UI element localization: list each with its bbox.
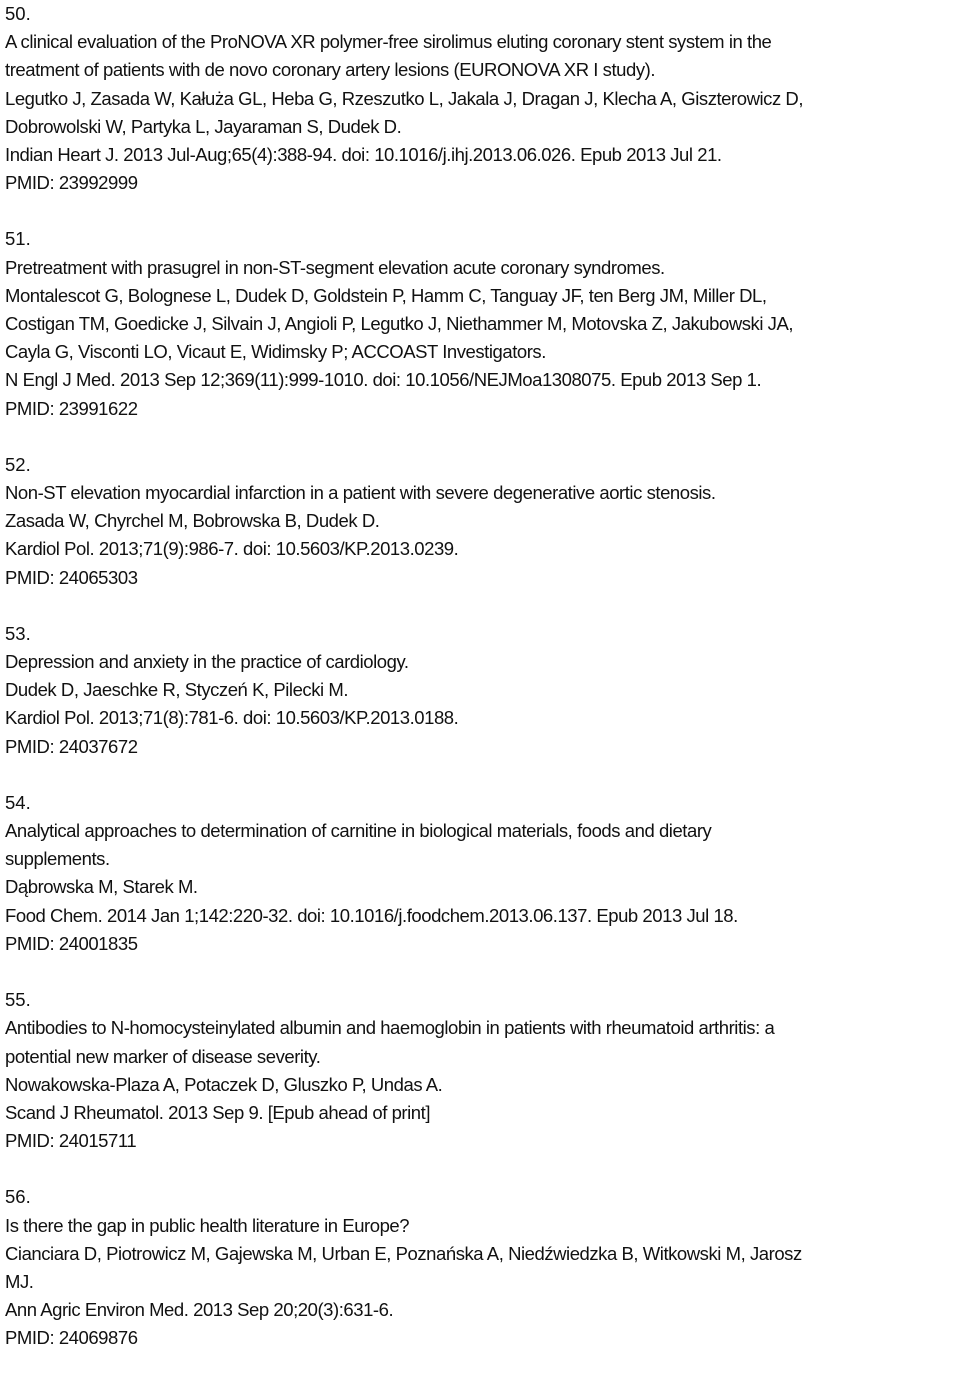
entry-title-line: supplements.: [5, 848, 110, 870]
entry-citation-line: Scand J Rheumatol. 2013 Sep 9. [Epub ahead of print]: [5, 1101, 431, 1123]
entry-authors-line: Dąbrowska M, Starek M.: [5, 876, 198, 898]
entry-citation-line: Kardiol Pol. 2013;71(8):781-6. doi: 10.5603/KP.2013.0188.: [5, 707, 459, 729]
entry-authors-line: Montalescot G, Bolognese L, Dudek D, Goldstein P, Hamm C, Tanguay JF, ten Berg JM, Miller DL,: [5, 284, 767, 306]
entry-authors-line: Dudek D, Jaeschke R, Styczeń K, Pilecki M.: [5, 679, 349, 701]
entry-title-line: Non-ST elevation myocardial infarction in a patient with severe degenerative aortic stenosis.: [5, 482, 716, 504]
entry-title-line: Depression and anxiety in the practice of cardiology.: [5, 651, 409, 673]
entry-authors-line: Nowakowska-Plaza A, Potaczek D, Gluszko P, Undas A.: [5, 1073, 443, 1095]
entry-citation-line: Ann Agric Environ Med. 2013 Sep 20;20(3):631-6.: [5, 1299, 394, 1321]
entry-citation-line: Indian Heart J. 2013 Jul-Aug;65(4):388-94. doi: 10.1016/j.ihj.2013.06.026. Epub 2013 Jul 21.: [5, 144, 722, 166]
entry-authors-line: Zasada W, Chyrchel M, Bobrowska B, Dudek D.: [5, 510, 380, 532]
entry-authors-line: Legutko J, Zasada W, Kałuża GL, Heba G, Rzeszutko L, Jakala J, Dragan J, Klecha A, Giszterowicz D,: [5, 87, 804, 109]
entry-title-line: treatment of patients with de novo coronary artery lesions (EURONOVA XR I study).: [5, 59, 656, 81]
entry-authors-line: Cianciara D, Piotrowicz M, Gajewska M, Urban E, Poznańska A, Niedźwiedzka B, Witkowski M, Jarosz: [5, 1242, 802, 1264]
entry-authors-line: MJ.: [5, 1270, 34, 1292]
entry-title-line: Pretreatment with prasugrel in non-ST-segment elevation acute coronary syndromes.: [5, 256, 665, 278]
entry-title-line: potential new marker of disease severity.: [5, 1045, 321, 1067]
entry-title-line: Analytical approaches to determination of carnitine in biological materials, foods and dietary: [5, 820, 712, 842]
publication-entry: [5, 225, 960, 422]
entry-authors-line: Cayla G, Visconti LO, Vicaut E, Widimsky P; ACCOAST Investigators.: [5, 341, 546, 363]
entry-pmid: PMID: 24015711: [5, 1130, 137, 1152]
entry-pmid: PMID: 24065303: [5, 566, 138, 588]
entry-pmid: PMID: 23991622: [5, 397, 138, 419]
entry-number: 50.: [5, 3, 31, 24]
publication-entry: [5, 451, 960, 592]
publication-entry: [5, 986, 960, 1155]
entry-number: 53.: [5, 622, 31, 644]
entry-pmid: PMID: 24069876: [5, 1327, 138, 1349]
publication-entry: [5, 1183, 960, 1352]
entry-number: 52.: [5, 453, 31, 475]
entry-pmid: PMID: 24001835: [5, 932, 138, 954]
entry-citation-line: Kardiol Pol. 2013;71(9):986-7. doi: 10.5603/KP.2013.0239.: [5, 538, 459, 560]
entry-number: 55.: [5, 989, 31, 1011]
publication-list: [5, 0, 960, 1381]
entry-number: 51.: [5, 228, 31, 250]
entry-title-line: A clinical evaluation of the ProNOVA XR polymer-free sirolimus eluting coronary stent system in the: [5, 31, 772, 53]
entry-pmid: PMID: 24037672: [5, 735, 138, 757]
publication-entry: [5, 789, 960, 958]
publication-entry: [5, 620, 960, 761]
entry-authors-line: Costigan TM, Goedicke J, Silvain J, Angioli P, Legutko J, Niethammer M, Motovska Z, Jakubowski JA,: [5, 313, 794, 335]
entry-title-line: Antibodies to N-homocysteinylated albumin and haemoglobin in patients with rheumatoid arthritis: a: [5, 1017, 775, 1039]
entry-number: 56.: [5, 1186, 31, 1208]
entry-authors-line: Dobrowolski W, Partyka L, Jayaraman S, Dudek D.: [5, 115, 402, 137]
entry-title-line: Is there the gap in public health literature in Europe?: [5, 1214, 410, 1236]
entry-number: 54.: [5, 791, 31, 813]
publication-entry: [5, 0, 960, 197]
entry-citation-line: Food Chem. 2014 Jan 1;142:220-32. doi: 10.1016/j.foodchem.2013.06.137. Epub 2013 Jul 18.: [5, 904, 738, 926]
entry-citation-line: N Engl J Med. 2013 Sep 12;369(11):999-1010. doi: 10.1056/NEJMoa1308075. Epub 2013 Sep 1.: [5, 369, 762, 391]
entry-pmid: PMID: 23992999: [5, 172, 138, 194]
